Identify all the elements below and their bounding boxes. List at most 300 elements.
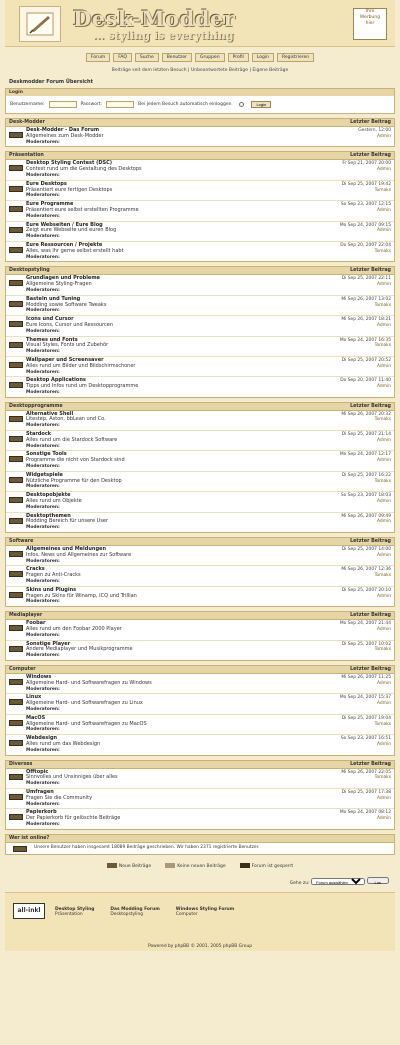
forum-name[interactable]: Icons und Cursor <box>26 316 74 323</box>
forum-name[interactable]: Cracks <box>26 566 45 573</box>
site-slogan: ... styling is everything <box>93 29 234 42</box>
forum-name[interactable]: Eure Programme <box>26 201 74 208</box>
forum-description: Nützliche Programme für den Desktop <box>26 477 122 484</box>
last-post-date: Di Sep 25, 2007 19:04 <box>341 715 391 721</box>
footer-col-2: Das Modding Forum Desktopstyling <box>110 906 160 917</box>
forum-status-icon <box>9 280 23 286</box>
jump-label: Gehe zu: <box>289 880 310 886</box>
forum-last-post <box>296 242 394 261</box>
forum-moderators: Moderatoren: <box>26 389 60 395</box>
forum-moderators: Moderatoren: <box>26 139 60 145</box>
forum-name[interactable]: Desktop Applications <box>26 377 86 384</box>
forum-name[interactable]: Sonstige Player <box>26 640 71 647</box>
forum-last-post <box>296 296 394 315</box>
forum-description: Alles rund um Objekte <box>26 498 82 505</box>
forum-category <box>5 537 395 607</box>
footer-col-3: Windows Styling Forum Computer <box>175 906 235 917</box>
forum-description: Allgemeine Styling-Fragen <box>26 281 92 288</box>
site-footer <box>5 892 395 951</box>
last-post-user[interactable]: Admin <box>377 741 391 747</box>
forum-description: Zeigt eure Webseite und euren Blog <box>26 227 117 234</box>
forum-description: Allgemeines zum Desk-Modder <box>26 132 104 139</box>
forum-moderators: Moderatoren: <box>26 349 60 355</box>
category-title[interactable]: Software <box>9 539 34 545</box>
forum-last-post <box>296 275 394 294</box>
who-online-panel <box>5 834 395 855</box>
forum-moderators: Moderatoren: <box>26 747 60 753</box>
forum-last-post <box>296 641 394 660</box>
forum-row <box>6 492 394 512</box>
forum-row <box>6 694 394 714</box>
forum-description: Fragen zu Anti-Cracks <box>26 572 81 579</box>
last-post-header: Letzter Beitrag <box>350 613 391 619</box>
forum-last-post <box>296 472 394 491</box>
last-post-date: Fr Sep 21, 2007 20:00 <box>342 161 391 167</box>
last-post-user[interactable]: Tomaks <box>374 248 391 254</box>
forum-status-icon <box>9 625 23 631</box>
last-post-header: Letzter Beitrag <box>350 539 391 545</box>
forum-last-post <box>296 546 394 565</box>
locked-forum-icon <box>240 863 250 868</box>
last-post-date: Do Sep 20, 2007 22:04 <box>340 242 391 248</box>
forum-description: Allgemeine Hard- und Softwarefragen zu Linux <box>26 700 143 707</box>
jump-select[interactable] <box>311 878 365 885</box>
last-post-user[interactable]: Admin <box>377 282 391 288</box>
last-post-date: Mi Sep 26, 2007 11:25 <box>341 674 391 680</box>
forum-row <box>6 809 394 828</box>
forum-name[interactable]: Papierkorb <box>26 809 57 816</box>
username-input[interactable] <box>49 101 77 108</box>
forum-status-icon <box>9 321 23 327</box>
forum-row <box>6 620 394 640</box>
forum-status-icon <box>9 247 23 253</box>
forum-description: Der Papierkorb für gelöschte Beiträge <box>26 815 121 822</box>
last-post-date: Di Sep 25, 2007 20:52 <box>341 357 391 363</box>
forum-moderators: Moderatoren: <box>26 579 60 585</box>
online-stats-icon <box>13 846 27 852</box>
forum-name[interactable]: Webdesign <box>26 735 58 742</box>
last-post-user[interactable]: Tomaks <box>374 775 391 781</box>
forum-moderators: Moderatoren: <box>26 369 60 375</box>
forum-name[interactable]: Basteln und Tuning <box>26 295 81 302</box>
forum-description: Tipps und Infos rund um Desktopprogramme <box>26 383 139 390</box>
last-post-user[interactable]: Tomaks <box>374 573 391 579</box>
forum-name[interactable]: Linux <box>26 694 42 701</box>
forum-moderators: Moderatoren: <box>26 706 60 712</box>
last-post-user[interactable]: Admin <box>377 519 391 525</box>
forum-moderators: Moderatoren: <box>26 558 60 564</box>
last-post-date: Mi Sep 26, 2007 09:49 <box>341 513 391 519</box>
forum-row <box>6 451 394 471</box>
last-post-user[interactable]: Admin <box>377 816 391 822</box>
who-online-title: Wer ist online? <box>9 835 50 841</box>
forum-moderators: Moderatoren: <box>26 781 60 787</box>
forum-name[interactable]: Windows <box>26 673 52 680</box>
forum-description: Präsentiert eure fertigen Desktops <box>26 186 113 193</box>
forum-name[interactable]: Allgemeines und Meldungen <box>26 546 106 553</box>
jump-box <box>11 877 389 886</box>
forum-status-icon <box>9 206 23 212</box>
last-post-user[interactable]: Admin <box>377 363 391 369</box>
forum-last-post <box>296 337 394 356</box>
site-brand: Desk-Modder <box>73 6 236 31</box>
forum-name[interactable]: Desktop Styling Contest (DSC) <box>26 160 113 167</box>
last-post-date: Mo Sep 24, 2007 09:15 <box>339 222 391 228</box>
ad-badge[interactable]: Ihre Werbung hier <box>353 8 387 40</box>
forum-row <box>6 431 394 451</box>
last-post-user[interactable]: Admin <box>377 627 391 632</box>
forum-description: Sinnvolles und Unsinniges über alles <box>26 774 118 781</box>
forum-last-post <box>296 789 394 808</box>
forum-moderators: Moderatoren: <box>26 213 60 219</box>
forum-description: Andere Mediaplayer und Musikprogramme <box>26 646 133 653</box>
main-nav <box>5 53 395 62</box>
forum-status-icon <box>9 227 23 233</box>
last-post-date: Mo Sep 24, 2007 12:17 <box>339 452 391 458</box>
forum-description: Visual Styles, Fonts und Zubehör <box>26 342 109 349</box>
category-title[interactable]: Mediaplayer <box>9 613 43 619</box>
forum-row <box>6 715 394 735</box>
forum-row <box>6 641 394 660</box>
forum-last-post <box>296 809 394 828</box>
forum-name[interactable]: Umfragen <box>26 788 54 795</box>
footer-copyright: Powered by phpBB © 2001, 2005 phpBB Group <box>147 943 253 949</box>
category-title[interactable]: Desktopprogramme <box>9 403 63 409</box>
login-header: Login <box>6 89 394 96</box>
forum-name[interactable]: Eure Ressourcen / Projekte <box>26 241 103 248</box>
nav-register[interactable]: Registrieren <box>277 53 314 62</box>
last-post-date: Mo Sep 24, 2007 08:12 <box>339 810 391 816</box>
forum-status-icon <box>9 814 23 820</box>
nav-members[interactable]: Benutzer <box>162 53 192 62</box>
last-post-user[interactable]: Tomaks <box>374 343 391 349</box>
forum-row <box>6 127 394 146</box>
forum-description: Alles rund um das Webdesign <box>26 740 101 747</box>
forum-moderators: Moderatoren: <box>26 193 60 199</box>
forum-name[interactable]: Widgetspiele <box>26 471 63 478</box>
last-post-user[interactable]: Tomaks <box>374 478 391 484</box>
forum-description: Alles, was ihr gerne selbst erstellt habt <box>26 247 124 254</box>
forum-name[interactable]: Sonstige Tools <box>26 451 67 458</box>
forum-index-title[interactable]: Deskmodder Forum Übersicht <box>9 79 93 85</box>
forum-category <box>5 665 395 756</box>
autologin-checkbox[interactable] <box>239 102 244 107</box>
forum-row <box>6 275 394 295</box>
last-post-header: Letzter Beitrag <box>350 761 391 767</box>
last-post-header: Letzter Beitrag <box>350 120 391 125</box>
footer-col-1: Desktop Styling Präsentation <box>55 906 95 917</box>
last-post-user[interactable]: Admin <box>377 437 391 443</box>
forum-row <box>6 674 394 694</box>
forum-row <box>6 546 394 566</box>
last-post-user[interactable]: Admin <box>377 593 391 599</box>
last-post-date: Di Sep 25, 2007 19:42 <box>341 181 391 187</box>
forum-description: Eure Icons, Cursor und Ressourcen <box>26 321 114 328</box>
last-post-date: Di Sep 25, 2007 14:00 <box>341 547 391 553</box>
forum-last-post <box>296 715 394 734</box>
forum-name[interactable]: Skins und Plugins <box>26 586 77 593</box>
forum-category <box>5 118 395 147</box>
forum-name[interactable]: MacOS <box>26 714 46 721</box>
forum-moderators: Moderatoren: <box>26 599 60 605</box>
last-post-user[interactable]: Admin <box>377 133 391 139</box>
forum-row <box>6 472 394 492</box>
forum-description: Alles rund um den Foobar 2000 Player <box>26 626 122 632</box>
forum-name[interactable]: Eure Desktops <box>26 180 67 187</box>
forum-category <box>5 402 395 533</box>
forum-moderators: Moderatoren: <box>26 464 60 470</box>
forum-last-post <box>296 769 394 788</box>
forum-status-icon <box>9 456 23 462</box>
forum-last-post <box>296 431 394 450</box>
forum-name[interactable]: Desk-Modder - Das Forum <box>26 127 100 133</box>
forum-name[interactable]: Desktopobjekte <box>26 492 71 499</box>
nav-profile[interactable]: Profil <box>228 53 249 62</box>
last-post-date: Mi Sep 26, 2007 22:05 <box>341 769 391 775</box>
forum-last-post <box>296 181 394 200</box>
forum-category <box>5 760 395 830</box>
forum-last-post <box>296 222 394 241</box>
online-stats-text: Unsere Benutzer haben insgesamt 18089 Beiträge geschrieben. Wir haben 2371 registrierte Benutzer. <box>34 844 260 850</box>
last-post-user[interactable]: Admin <box>377 552 391 558</box>
forum-last-post <box>296 674 394 693</box>
forum-status-icon <box>9 740 23 746</box>
last-post-date: Mi Sep 26, 2007 20:32 <box>341 411 391 417</box>
forum-status-icon <box>9 186 23 192</box>
forum-moderators: Moderatoren: <box>26 287 60 293</box>
forum-status-icon <box>9 362 23 368</box>
forum-categories <box>5 118 395 830</box>
forum-moderators: Moderatoren: <box>26 525 60 531</box>
last-post-date: Di Sep 25, 2007 21:14 <box>341 432 391 438</box>
last-post-user[interactable]: Admin <box>377 207 391 213</box>
forum-row <box>6 222 394 242</box>
forum-row <box>6 181 394 201</box>
forum-row <box>6 337 394 357</box>
legend-no-new: Keine neuen Beiträge <box>165 863 225 869</box>
legend-new: Neue Beiträge <box>107 863 151 869</box>
forum-description: Alles rund um Bilder und Bildschirmschoner <box>26 362 136 369</box>
category-title[interactable]: Desk-Modder <box>9 120 45 125</box>
last-post-date: Mo Sep 24, 2007 21:44 <box>339 621 391 627</box>
forum-status-icon <box>9 592 23 598</box>
forum-description: Contest rund um die Gestaltung des Desktops <box>26 166 142 173</box>
forum-last-post <box>296 316 394 335</box>
forum-name[interactable]: Grundlagen und Probleme <box>26 275 100 282</box>
last-post-date: Gestern, 12:00 <box>358 128 391 133</box>
password-input[interactable] <box>106 101 134 108</box>
forum-last-post <box>296 357 394 376</box>
last-post-header: Letzter Beitrag <box>350 403 391 409</box>
forum-moderators: Moderatoren: <box>26 443 60 449</box>
forum-description: Fragen Sie die Community <box>26 794 93 801</box>
category-title[interactable]: Präsentation <box>9 153 44 159</box>
last-post-date: Di Sep 25, 2007 16:22 <box>341 472 391 478</box>
last-post-user[interactable]: Admin <box>377 701 391 707</box>
nav-groups[interactable]: Gruppen <box>195 53 225 62</box>
last-post-user[interactable]: Admin <box>377 499 391 505</box>
forum-last-post <box>296 377 394 396</box>
forum-status-icon <box>9 301 23 307</box>
last-post-user[interactable]: Admin <box>377 795 391 801</box>
forum-moderators: Moderatoren: <box>26 328 60 334</box>
forum-status-icon <box>9 720 23 726</box>
hoster-logo[interactable]: all-inkl <box>13 903 45 919</box>
forum-description: Programme die nicht von Stardock sind <box>26 457 125 464</box>
forum-status-icon <box>9 477 23 483</box>
nav-faq[interactable]: FAQ <box>113 53 132 62</box>
forum-description: Alles rund um die Stardock Software <box>26 436 118 443</box>
forum-moderators: Moderatoren: <box>26 632 60 638</box>
forum-status-icon <box>9 794 23 800</box>
forum-status-icon <box>9 646 23 652</box>
forum-status-icon <box>9 679 23 685</box>
forum-row <box>6 513 394 532</box>
forum-row <box>6 769 394 789</box>
site-header <box>5 0 395 47</box>
forum-category <box>5 151 395 262</box>
forum-description: Fragen zu Skins für Winamp, ICQ und Trillian <box>26 592 137 599</box>
forum-legend <box>5 863 395 869</box>
last-post-user[interactable]: Tomaks <box>374 417 391 423</box>
login-panel <box>5 88 395 114</box>
sub-nav-links[interactable]: Beiträge seit dem letzten Besuch | Unbeantwortete Beiträge | Eigene Beiträge <box>111 68 289 73</box>
quill-logo-icon <box>26 12 54 36</box>
site-logo[interactable] <box>19 6 61 42</box>
last-post-date: Mo Sep 24, 2007 15:37 <box>339 695 391 701</box>
last-post-date: So Sep 23, 2007 16:51 <box>340 736 391 742</box>
forum-last-post <box>296 127 394 146</box>
last-post-header: Letzter Beitrag <box>350 153 391 159</box>
forum-status-icon <box>9 382 23 388</box>
last-post-user[interactable]: Tomaks <box>374 187 391 193</box>
last-post-user[interactable]: Admin <box>377 458 391 464</box>
forum-description: Infos, News und Allgemeines zur Software <box>26 551 132 558</box>
forum-category <box>5 611 395 661</box>
last-post-user[interactable]: Tomaks <box>374 721 391 727</box>
forum-status-icon <box>9 699 23 705</box>
forum-moderators: Moderatoren: <box>26 504 60 510</box>
nav-forum[interactable]: Forum <box>86 53 110 62</box>
forum-row <box>6 566 394 586</box>
forum-last-post <box>296 492 394 511</box>
forum-status-icon <box>9 436 23 442</box>
category-title[interactable]: Computer <box>9 666 36 672</box>
forum-category <box>5 266 395 397</box>
category-title[interactable]: Desktopstyling <box>9 268 50 274</box>
forum-name[interactable]: Wallpaper und Screensaver <box>26 356 104 363</box>
forum-status-icon <box>9 342 23 348</box>
password-label: Passwort: <box>80 102 103 107</box>
forum-description: Modding Bereich für unsere User <box>26 518 109 525</box>
forum-name[interactable]: Alternative Shell <box>26 410 74 417</box>
forum-row <box>6 587 394 606</box>
forum-last-post <box>296 160 394 179</box>
forum-status-icon <box>9 165 23 171</box>
legend-locked: Forum ist gesperrt <box>240 863 293 869</box>
forum-moderators: Moderatoren: <box>26 423 60 429</box>
last-post-date: Mi Sep 26, 2007 18:21 <box>341 317 391 323</box>
forum-moderators: Moderatoren: <box>26 653 60 659</box>
forum-moderators: Moderatoren: <box>26 686 60 692</box>
forum-row <box>6 160 394 180</box>
forum-name[interactable]: Eure Webseiten / Eure Blog <box>26 221 103 228</box>
last-post-date: Mi Sep 26, 2007 13:02 <box>341 296 391 302</box>
forum-description: Präsentiert eure selbst erstellten Programme <box>26 206 139 213</box>
last-post-user[interactable]: Tomaks <box>374 302 391 308</box>
forum-row <box>6 377 394 396</box>
forum-last-post <box>296 201 394 220</box>
forum-name[interactable]: Desktopthemen <box>26 512 71 519</box>
new-posts-icon <box>107 863 117 868</box>
last-post-date: Di Sep 25, 2007 20:10 <box>341 587 391 593</box>
forum-last-post <box>296 735 394 754</box>
last-post-date: Mo Sep 24, 2007 16:35 <box>339 337 391 343</box>
last-post-user[interactable]: Admin <box>377 167 391 173</box>
nav-login[interactable]: Login <box>252 53 274 62</box>
forum-status-icon <box>9 774 23 780</box>
forum-moderators: Moderatoren: <box>26 801 60 807</box>
forum-moderators: Moderatoren: <box>26 234 60 240</box>
last-post-user[interactable]: Admin <box>377 322 391 328</box>
last-post-date: So Sep 23, 2007 18:03 <box>340 493 391 499</box>
jump-button[interactable]: Los <box>367 877 389 884</box>
last-post-user[interactable]: Admin <box>377 384 391 390</box>
forum-row <box>6 357 394 377</box>
forum-name[interactable]: Offtopic <box>26 768 49 775</box>
forum-description: Allgemeine Hard- und Softwarefragen zu MacOS <box>26 720 147 727</box>
forum-name[interactable]: Themes und Fonts <box>26 336 78 343</box>
autologin-label: Bei jedem Besuch automatisch einloggen <box>138 102 232 107</box>
category-title[interactable]: Diverses <box>9 761 33 767</box>
last-post-date: Di Sep 25, 2007 10:02 <box>341 641 391 647</box>
forum-name[interactable]: Foobar <box>26 620 46 627</box>
forum-description: Modding sowie Software Tweaks <box>26 301 107 308</box>
forum-description: Allgemeine Hard- und Softwarefragen zu Windows <box>26 679 152 686</box>
no-new-posts-icon <box>165 863 175 868</box>
forum-moderators: Moderatoren: <box>26 821 60 827</box>
last-post-date: So Sep 23, 2007 12:15 <box>340 202 391 208</box>
forum-row <box>6 411 394 431</box>
last-post-user[interactable]: Admin <box>377 680 391 686</box>
forum-row <box>6 201 394 221</box>
forum-row <box>6 316 394 336</box>
last-post-user[interactable]: Admin <box>377 228 391 234</box>
login-button[interactable]: Login <box>251 101 271 108</box>
forum-name[interactable]: Stardock <box>26 431 52 438</box>
forum-moderators: Moderatoren: <box>26 308 60 314</box>
forum-last-post <box>296 620 394 639</box>
forum-last-post <box>296 513 394 532</box>
forum-description: Litestep, Aston, bbLean und Co. <box>26 416 106 423</box>
forum-status-icon <box>9 497 23 503</box>
last-post-date: Di Sep 25, 2007 17:38 <box>341 789 391 795</box>
username-label: Benutzername: <box>10 102 45 107</box>
nav-search[interactable]: Suche <box>135 53 159 62</box>
forum-moderators: Moderatoren: <box>26 254 60 260</box>
last-post-user[interactable]: Tomaks <box>374 647 391 653</box>
forum-row <box>6 296 394 316</box>
forum-status-icon <box>9 518 23 524</box>
last-post-header: Letzter Beitrag <box>350 666 391 672</box>
last-post-date: Do Sep 20, 2007 11:40 <box>340 378 391 384</box>
forum-last-post <box>296 411 394 430</box>
forum-status-icon <box>9 132 23 138</box>
forum-last-post <box>296 566 394 585</box>
forum-status-icon <box>9 571 23 577</box>
forum-row <box>6 735 394 754</box>
forum-last-post <box>296 694 394 713</box>
